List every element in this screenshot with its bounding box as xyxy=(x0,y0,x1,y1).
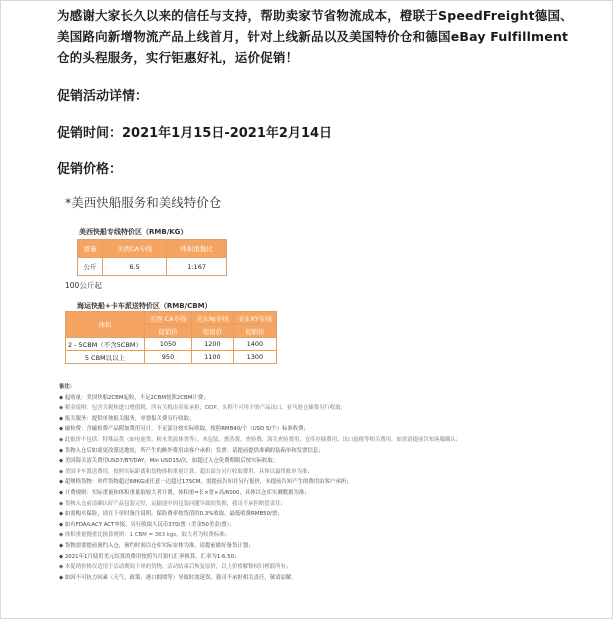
note-line: ◆ 美国海关清关费用USD7/BT/DAY，Min USD15/次，如超过入仓免费期限后按实际收取； xyxy=(59,458,279,465)
t1-cell: 1:167 xyxy=(167,258,227,276)
notes-section xyxy=(59,382,604,583)
note-line: ◆ 美国卡车派送费用，按照实际距离和货物体积重量计算，超出部分另行收取费用，具体以最终账单为准； xyxy=(59,468,313,475)
note-line: ◆ 2021年1月使用美元结算的费用按照当月银行汇率换算，汇率为1:6.50； xyxy=(59,553,240,560)
note-line: ◆ 如因不可抗力因素（天气、政策、港口拥堵等）导致时效延误，我司不承担相关责任，敬请谅解。 xyxy=(59,574,297,581)
t2-cell: 1100 xyxy=(192,351,234,364)
note-line: ◆ 起收量：美国快船2CBM起收，不足2CBM按照2CBM计费； xyxy=(59,394,209,401)
note-line: ◆ 如需购买保险，请在下单时备注说明，保险费率按货值的0.3%收取，最低收费RMB50/票； xyxy=(59,511,283,518)
note-line: ◆ 磁检费：含磁检费产品附加费用另计，不足部分按实际收取，按照RMB40/个（USD 5/个）标准收费； xyxy=(59,426,309,433)
note-line: ◆ 体积重量抛重比换算规则：1 CBM = 363 kgs，取大者为收费标准； xyxy=(59,532,231,539)
t1-cell: 公斤 xyxy=(78,258,103,276)
note-line: ◆ 计费规则：实际重量和体积重量取较大者计费，体积重=长×宽×高/6000，具体以仓库实测数据为准； xyxy=(59,489,310,496)
t1-header-ca: 美西CA专线 xyxy=(102,240,166,258)
t1-header-weight: 重量 xyxy=(78,240,103,258)
service-subtitle: *美西快船服务和美线特价仓 xyxy=(65,195,222,210)
sea-truck-price-table xyxy=(65,311,277,364)
intro-paragraph: 为感谢大家长久以来的信任与支持，帮助卖家节省物流成本，橙联于SpeedFreight德国、美国路向新增物流产品上线首月，针对上线新品以及美国特价仓和德国eBay Fulfillment仓的头程服务，实行钜惠好礼，运价促销！ xyxy=(57,8,573,65)
note-line: ◆ 货物入仓前请确认好产品包装完好，运输途中因包装问题导致的货损，我司不承担赔偿责任； xyxy=(59,500,286,507)
minimum-note: 100公斤起 xyxy=(65,281,102,290)
t1-header-ratio: 体积重抛比 xyxy=(167,240,227,258)
t2-header-nj: 美东NJ专线 xyxy=(192,312,234,325)
notes-list xyxy=(59,393,604,584)
notes-title: 备注： xyxy=(59,384,76,390)
promo-time: 促销时间：2021年1月15日-2021年2月14日 xyxy=(57,126,333,141)
t2-cell: 1400 xyxy=(233,338,276,351)
note-line: ◆ 此报价不包括：特殊品类（如电池类、粉末类液体类等）、木包装、熏蒸费、查验费、海关查验费用、仓库存储费用、出口退税等相关费用，如需请提前告知客服确认； xyxy=(59,436,462,443)
t2-header-volume: 体积 xyxy=(66,312,145,338)
t1-cell: 6.5 xyxy=(102,258,166,276)
t2-cell: 950 xyxy=(145,351,192,364)
t2-subheader: 促销价 xyxy=(233,325,276,338)
note-line: ◆ 本促销价格仅适用于活动期间下单的货物，活动结束后恢复原价，以上价格解释权归橙联所有； xyxy=(59,564,292,571)
price-heading: 促销价格： xyxy=(57,162,123,177)
t2-cell: 1050 xyxy=(145,338,192,351)
t2-cell: 1300 xyxy=(233,351,276,364)
note-line: ◆ 税金说明：包含关税和进口增值税，所有关税由卖家承担；DDP、头程不可用于的产品出口、亚马逊仓储费另行收取； xyxy=(59,405,346,412)
t2-row-label: 2 - 5CBM（不含5CBM） xyxy=(66,338,145,351)
note-line: ◆ 货物需要提前预约入仓，预约时间以仓库实际安排为准，请提前做好备货计划； xyxy=(59,542,254,549)
table1-title: 美西快船专线特价区（RMB/KG） xyxy=(79,228,188,236)
note-line: ◆ 如有FDA/LACY ACT申报，另行收取人民币370/票（美金50美金/票）； xyxy=(59,521,235,528)
note-line: ◆ 超规格货物：单件货物超过68KG或任意一边超过175CM，需提前告知并另行报价，未提前告知产生的费用由客户承担； xyxy=(59,479,352,486)
t2-subheader: 促销价 xyxy=(192,325,234,338)
t2-header-ca: 美西 CA专线 xyxy=(145,312,192,325)
t2-cell: 1200 xyxy=(192,338,234,351)
note-line: ◆ 货物入仓后如需更改派送地址，所产生的额外费用由客户承担；发票：请提前提供准确的装箱单和发票信息； xyxy=(59,447,324,454)
table2-title: 海运快船+卡车派送特价区（RMB/CBM） xyxy=(77,302,212,310)
fast-ship-price-table xyxy=(77,239,227,276)
t2-header-ky: 美东KY专线 xyxy=(233,312,276,325)
t2-row-label: 5 CBM以以上 xyxy=(66,351,145,364)
details-heading: 促销活动详情： xyxy=(57,89,149,104)
t2-subheader: 促销价 xyxy=(145,325,192,338)
note-line: ◆ 报关服务：提供单独报关服务，单票报关费另行收取； xyxy=(59,415,195,422)
